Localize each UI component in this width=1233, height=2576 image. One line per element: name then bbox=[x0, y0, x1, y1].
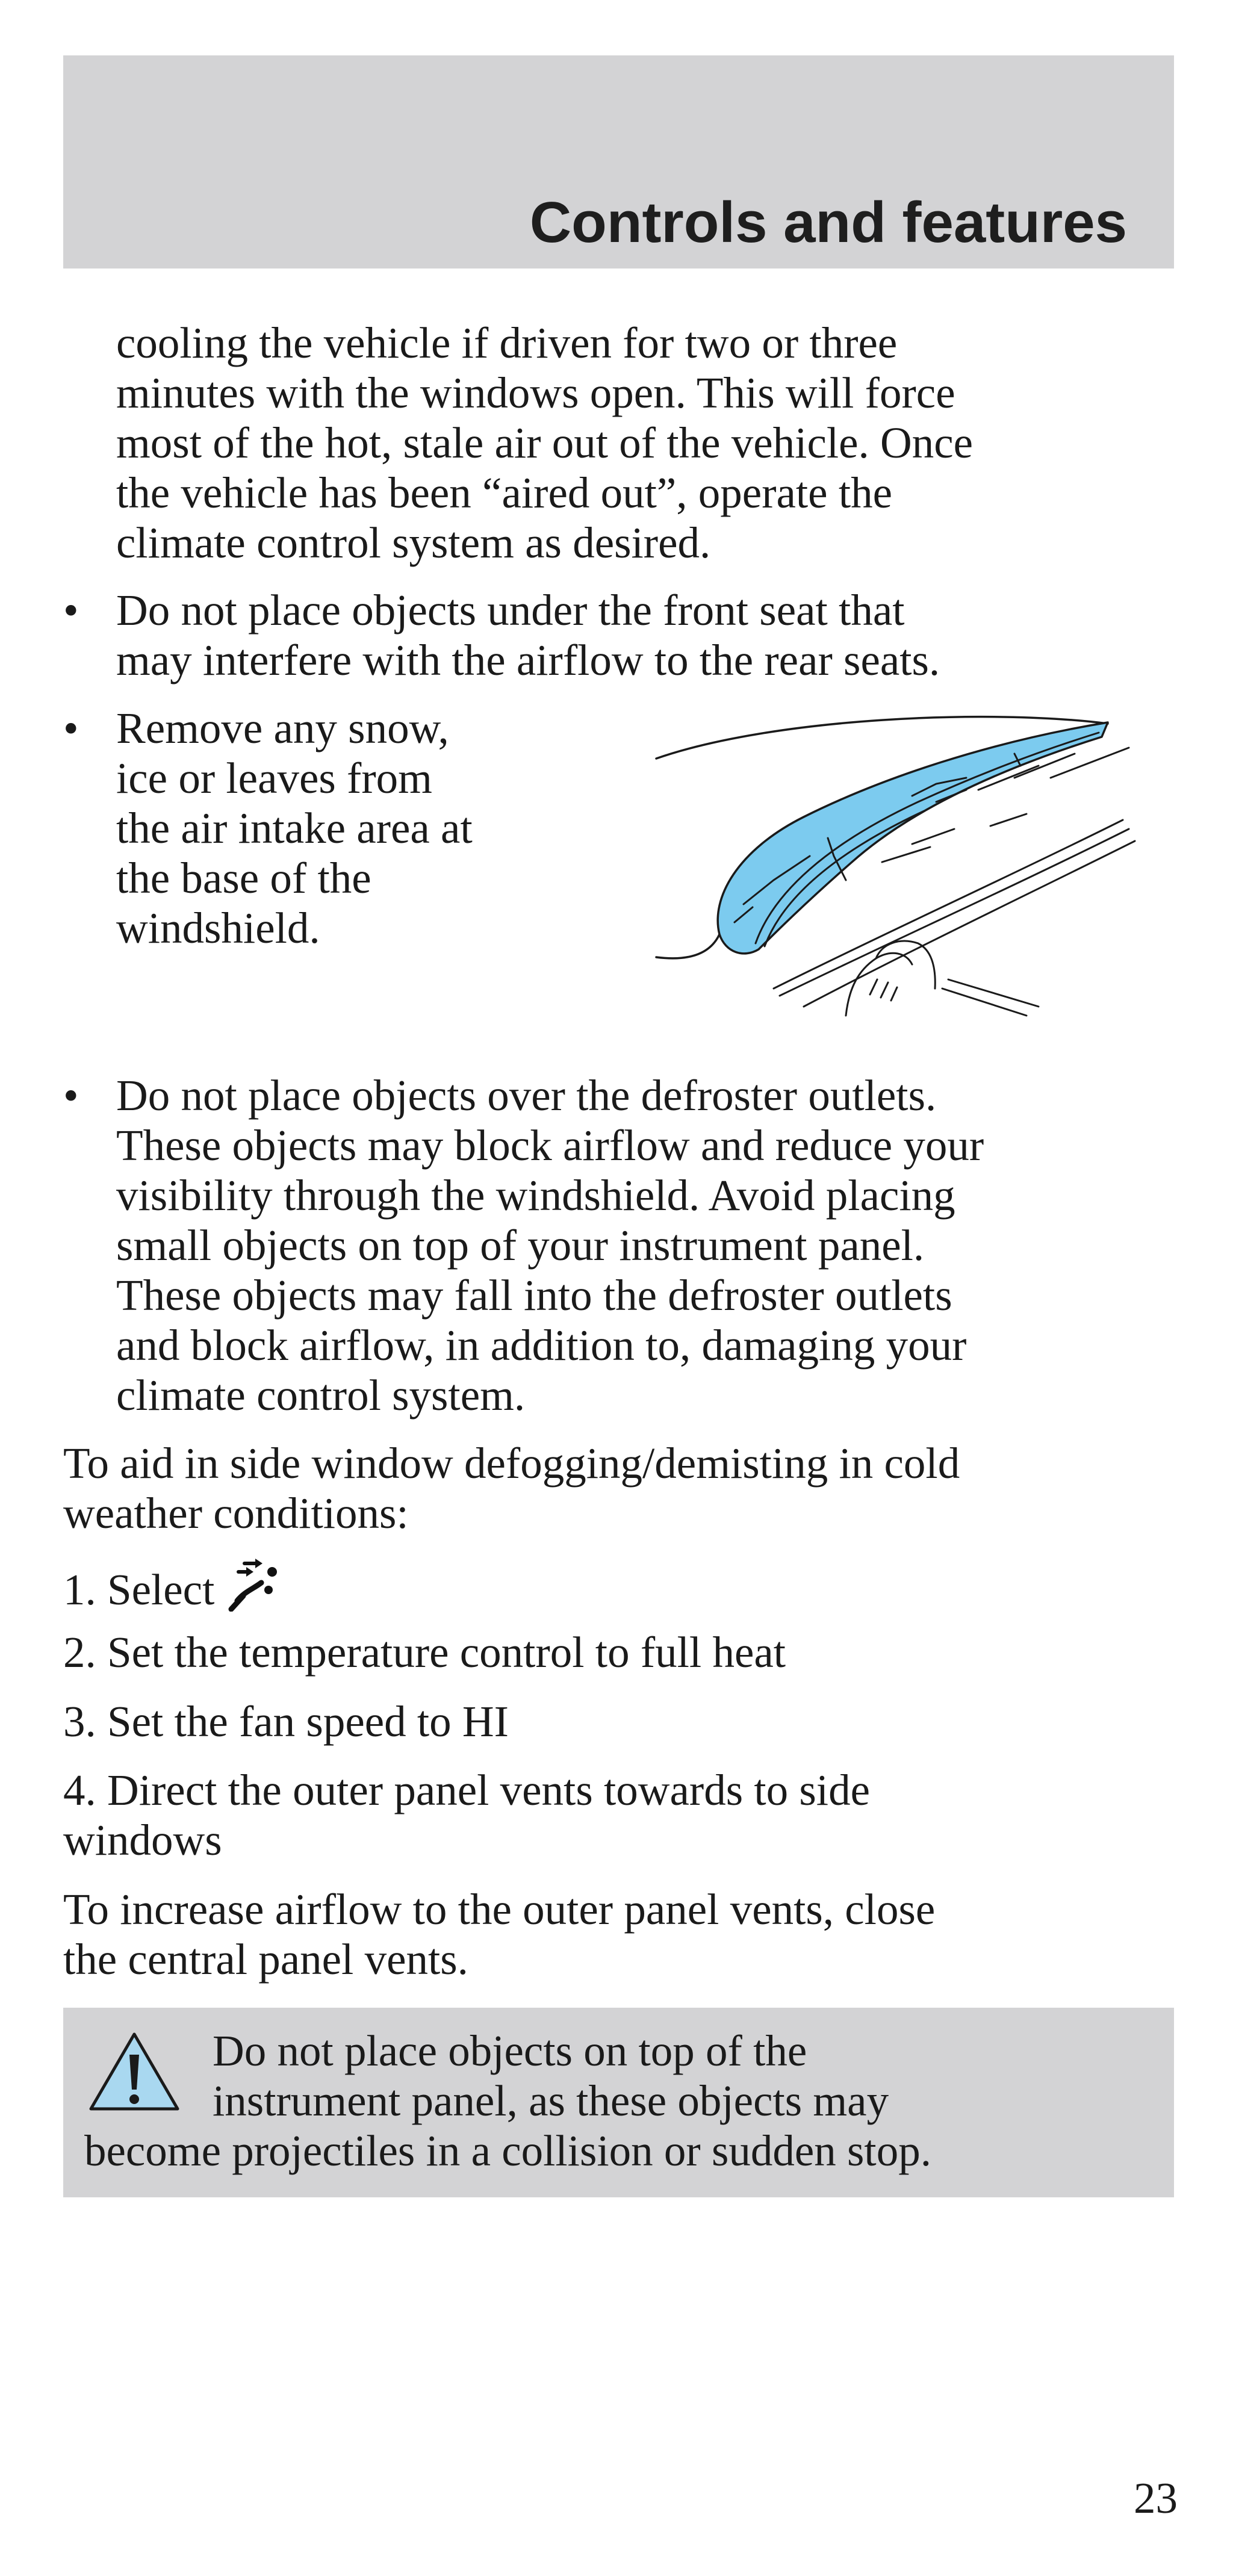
warning-text bbox=[84, 2026, 931, 2176]
text-line: Do not place objects under the front seat that bbox=[116, 586, 905, 635]
text-line: Remove any snow, bbox=[116, 704, 449, 753]
text-line: Do not place objects over the defroster outlets. bbox=[116, 1071, 937, 1120]
text-line: the vehicle has been “aired out”, operate the bbox=[116, 468, 893, 517]
bullet-mark: • bbox=[63, 704, 79, 753]
bullet-rear-seats bbox=[116, 585, 940, 685]
bullet-mark: • bbox=[63, 1071, 79, 1120]
section-header bbox=[63, 55, 1174, 268]
warning-line: Do not place objects on top of the bbox=[213, 2026, 807, 2075]
warning-box bbox=[63, 2008, 1174, 2197]
step-4-label-continued: windows bbox=[63, 1816, 222, 1864]
text-line: These objects may fall into the defroster outlets bbox=[116, 1271, 952, 1320]
text-line: To increase airflow to the outer panel vents, close bbox=[63, 1885, 936, 1934]
continued-paragraph bbox=[116, 318, 973, 568]
step-1 bbox=[63, 1559, 281, 1615]
air-intake-area-illustration bbox=[653, 706, 1141, 1019]
text-line: minutes with the windows open. This will force bbox=[116, 368, 955, 417]
text-line: and block airflow, in addition to, damaging your bbox=[116, 1321, 967, 1370]
text-line: windshield. bbox=[116, 904, 320, 952]
step-3 bbox=[63, 1696, 509, 1746]
step-3-label: 3. Set the fan speed to HI bbox=[63, 1697, 509, 1746]
step-4-label: 4. Direct the outer panel vents towards to side bbox=[63, 1766, 870, 1814]
step-2-label: 2. Set the temperature control to full heat bbox=[63, 1628, 786, 1677]
step-1-label: 1. Select bbox=[63, 1565, 215, 1614]
airflow-note bbox=[63, 1884, 935, 1984]
floor-defrost-mode-icon bbox=[226, 1559, 281, 1612]
bullet-mark: • bbox=[63, 586, 79, 635]
bullet-snow bbox=[116, 703, 473, 953]
text-line: climate control system as desired. bbox=[116, 518, 711, 567]
section-title: Controls and features bbox=[529, 190, 1127, 255]
side-window-intro bbox=[63, 1438, 960, 1538]
warning-line: instrument panel, as these objects may bbox=[213, 2076, 889, 2125]
text-line: These objects may block airflow and reduce your bbox=[116, 1121, 984, 1170]
text-line: weather conditions: bbox=[63, 1489, 409, 1538]
text-line: To aid in side window defogging/demisting in cold bbox=[63, 1439, 960, 1488]
warning-line: become projectiles in a collision or sudden stop. bbox=[84, 2126, 931, 2175]
text-line: may interfere with the airflow to the rear seats. bbox=[116, 636, 940, 684]
text-line: climate control system. bbox=[116, 1371, 526, 1420]
text-line: cooling the vehicle if driven for two or three bbox=[116, 318, 898, 367]
page-number: 23 bbox=[1134, 2474, 1178, 2522]
text-line: ice or leaves from bbox=[116, 754, 432, 802]
text-line: the base of the bbox=[116, 854, 371, 902]
step-4 bbox=[63, 1765, 870, 1865]
text-line: the air intake area at bbox=[116, 804, 473, 852]
bullet-defroster bbox=[116, 1070, 984, 1420]
text-line: small objects on top of your instrument panel. bbox=[116, 1221, 925, 1270]
text-line: most of the hot, stale air out of the vehicle. Once bbox=[116, 418, 974, 467]
text-line: the central panel vents. bbox=[63, 1935, 468, 1984]
text-line: visibility through the windshield. Avoid placing bbox=[116, 1171, 955, 1220]
step-2 bbox=[63, 1627, 786, 1677]
